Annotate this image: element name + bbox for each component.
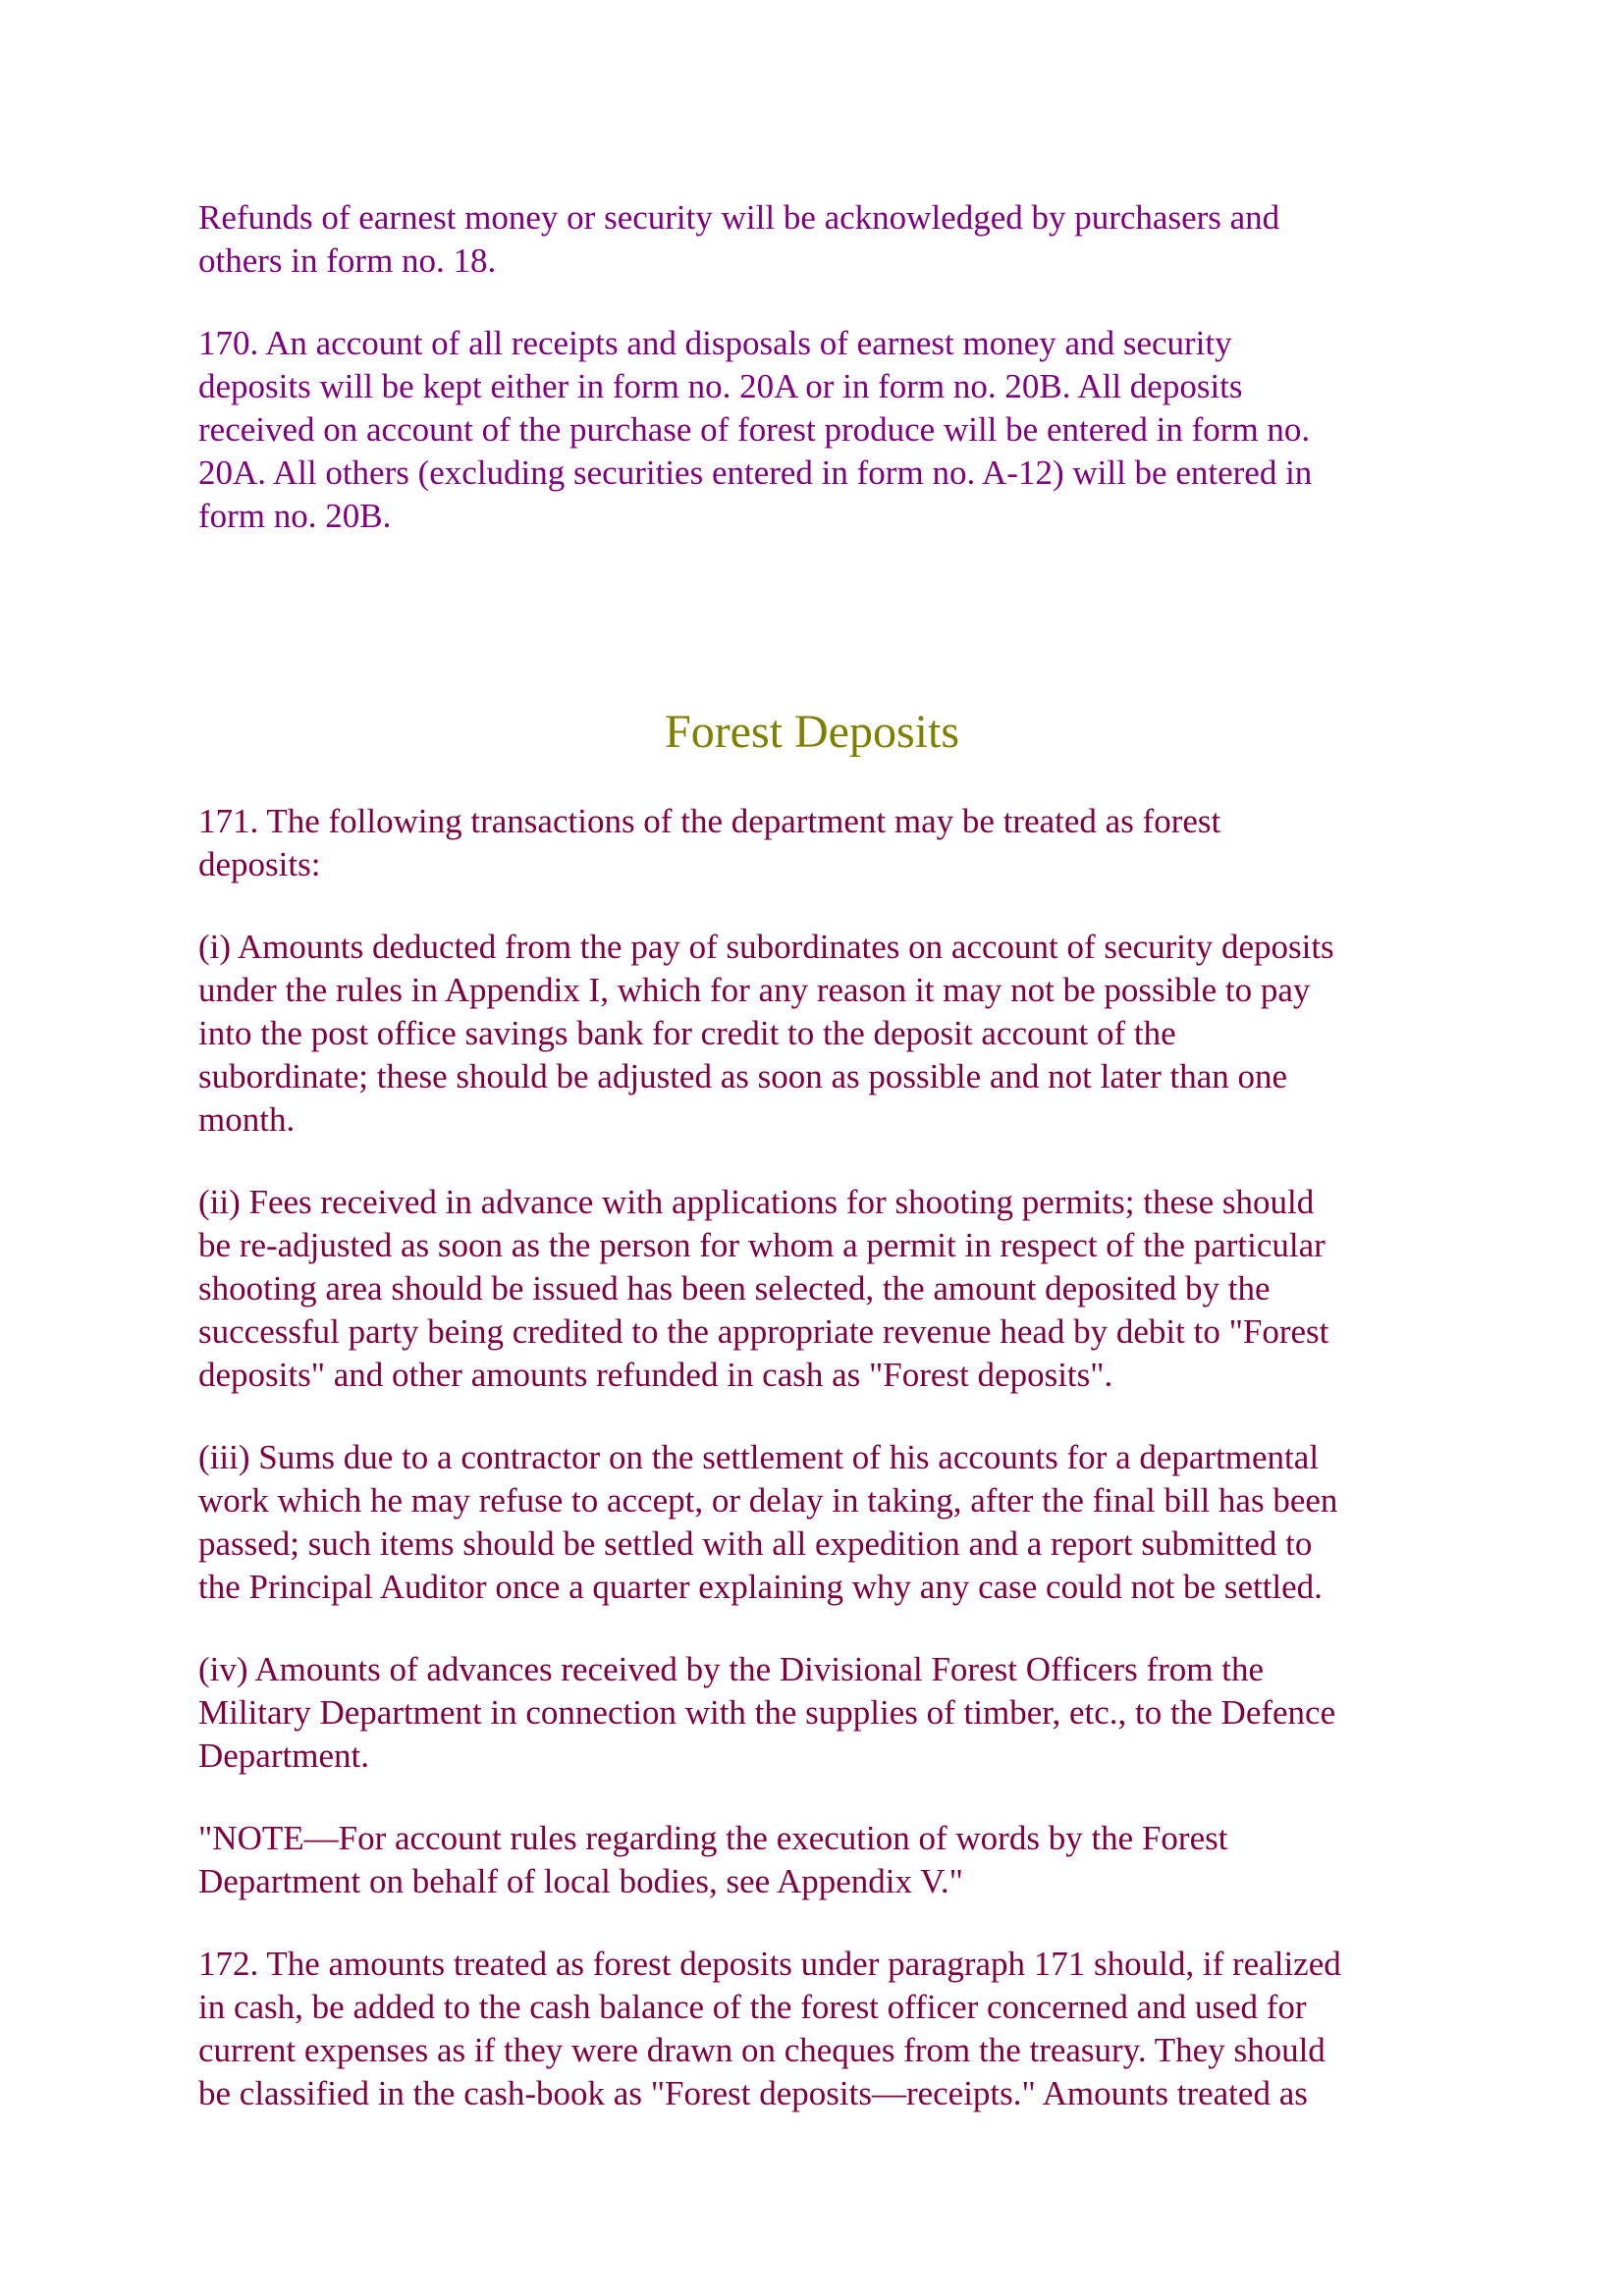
list-item-i: (i) Amounts deducted from the pay of subordinates on account of security deposits under the rules in Appendix I, which for any reason it may not be possible to pay into the post office savings bank for credit to the deposit account of the subordinate; these should be adjusted as soon as possible and not later than one month.	[198, 928, 1334, 1139]
note-paragraph: "NOTE—For account rules regarding the execution of words by the Forest Department on behalf of local bodies, see Appendix V."	[198, 1819, 1228, 1900]
list-item-iv: (iv) Amounts of advances received by the Divisional Forest Officers from the Military Department in connection with the supplies of timber, etc., to the Defence Department.	[198, 1650, 1336, 1775]
section-heading: Forest Deposits	[665, 706, 959, 758]
refunds-paragraph: Refunds of earnest money or security will be acknowledged by purchasers and others in form no. 18.	[198, 198, 1280, 280]
list-item-ii: (ii) Fees received in advance with applications for shooting permits; these should be re-adjusted as soon as the person for whom a permit in respect of the particular shooting area should be issued has been selected, the amount deposited by the successful party being credited to the appropriate revenue head by debit to "Forest deposits" and other amounts refunded in cash as "Forest deposits".	[198, 1183, 1329, 1394]
list-item-iii: (iii) Sums due to a contractor on the settlement of his accounts for a departmental work which he may refuse to accept, or delay in taking, after the final bill has been passed; such items should be settled with all expedition and a report submitted to the Principal Auditor once a quarter explaining why any case could not be settled.	[198, 1438, 1338, 1606]
paragraph-171: 171. The following transactions of the department may be treated as forest deposits:	[198, 802, 1221, 883]
paragraph-170: 170. An account of all receipts and disposals of earnest money and security deposits will be kept either in form no. 20A or in form no. 20B. All deposits received on account of the purchase of forest produce will be entered in form no. 20A. All others (excluding securities entered in form no. A-12) will be entered in form no. 20B.	[198, 324, 1313, 535]
paragraph-172: 172. The amounts treated as forest deposits under paragraph 171 should, if realized in cash, be added to the cash balance of the forest officer concerned and used for current expenses as if they were drawn on cheques from the treasury. They should be classified in the cash-book as "Forest deposits—receipts." Amounts treated as	[198, 1945, 1341, 2112]
